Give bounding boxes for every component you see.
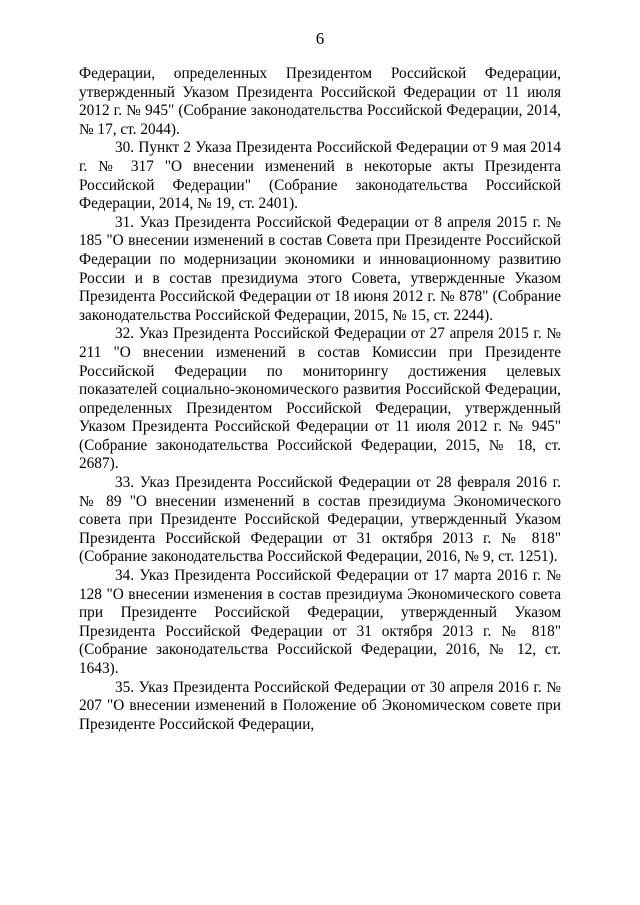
page-number: 6 (315, 29, 325, 48)
paragraph-item-30: 30. Пункт 2 Указа Президента Российской Федерации от 9 мая 2014 г. № 317 "О внесении изменений в некоторые акты Президента Российской Федерации" (Собрание законодательства Российской Федерации, 2014, № 19, ст. 2401). (79, 139, 561, 213)
paragraph-continued: Федерации, определенных Президентом Российской Федерации, утвержденный Указом Президента Российской Федерации от 11 июля 2012 г. № 945" (Собрание законодательства Российской Федерации, 2014, № 17, ст. 2044). (79, 65, 561, 138)
paragraph-item-31: 31. Указ Президента Российской Федерации от 8 апреля 2015 г. № 185 "О внесении изменений в состав Совета при Президенте Российской Федерации по модернизации экономики и инновационному развитию России и в состав президиума этого Совета, утвержденные Указом Президента Российской Федерации от 18 июня 2012 г. № 878" (Собрание законодательства Российской Федерации, 2015, № 15, ст. 2244). (79, 213, 561, 324)
paragraph-item-34: 34. Указ Президента Российской Федерации от 17 марта 2016 г. № 128 "О внесении изменения в состав президиума Экономического совета при Президенте Российской Федерации, утвержденный Указом Президента Российской Федерации от 31 октября 2013 г. № 818" (Собрание законодательства Российской Федерации, 2016, № 12, ст. 1643). (79, 567, 561, 677)
paragraph-item-35: 35. Указ Президента Российской Федерации от 30 апреля 2016 г. № 207 "О внесении изменений в Положение об Экономическом совете при Президенте Российской Федерации, (79, 678, 561, 733)
document-body (79, 65, 561, 734)
paragraph-item-32: 32. Указ Президента Российской Федерации от 27 апреля 2015 г. № 211 "О внесении изменений в состав Комиссии при Президенте Российской Федерации по мониторингу достижения целевых показателей социально-экономического развития Российской Федерации, определенных Президентом Российской Федерации, утвержденный Указом Президента Российской Федерации от 11 июля 2012 г. № 945" (Собрание законодательства Российской Федерации, 2015, № 18, ст. 2687). (79, 325, 561, 473)
paragraph-item-33: 33. Указ Президента Российской Федерации от 28 февраля 2016 г. № 89 "О внесении изменений в состав президиума Экономического совета при Президенте Российской Федерации, утвержденный Указом Президента Российской Федерации от 31 октября 2013 г. № 818" (Собрание законодательства Российской Федерации, 2016, № 9, ст. 1251). (79, 474, 561, 566)
